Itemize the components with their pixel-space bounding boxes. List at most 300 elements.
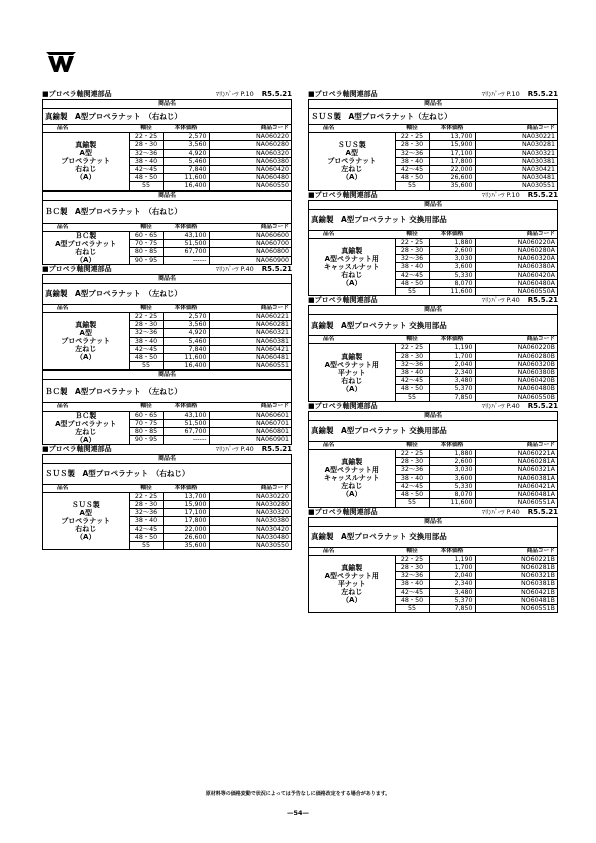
product-label-line: 右ねじ (75, 247, 97, 256)
table-header-row (43, 403, 291, 411)
product-label-line: （A） (76, 353, 96, 362)
product-code: NA060480 (209, 174, 291, 182)
price: 22,000 (163, 525, 209, 533)
name-col-header: 品名 (309, 442, 395, 450)
product-code: NA060320 (209, 149, 291, 157)
product-label-line: 右ねじ (341, 376, 363, 385)
product-box (42, 99, 292, 125)
product-box (42, 370, 292, 403)
price-table (43, 224, 291, 264)
product-label-line: 左ねじ (75, 345, 97, 354)
company-logo (46, 52, 76, 72)
price-col-header: 本体価格 (429, 548, 475, 556)
product-label-line: プロペラナット (327, 157, 377, 166)
shaft-size: 42～45 (395, 166, 429, 174)
item-header: 商品名 (309, 306, 557, 315)
price-table (309, 548, 557, 613)
size-col-header: 軸径 (395, 548, 429, 556)
product-code: NA060321 (209, 329, 291, 337)
shaft-size: 22・25 (395, 344, 429, 352)
shaft-size: 32～36 (395, 149, 429, 157)
price: 15,900 (163, 501, 209, 509)
product-label-line: （A） (342, 490, 362, 499)
product-code: NA030320 (209, 509, 291, 517)
price-section (308, 191, 558, 297)
shaft-size: 55 (395, 393, 429, 401)
product-code: NA060380B (475, 369, 557, 377)
table-row (43, 492, 291, 500)
name-col-header: 品名 (309, 231, 395, 239)
product-code: NA060220A (475, 238, 557, 246)
section-title: ■プロペラ軸関連部品 (308, 401, 378, 410)
product-code: NA060281A (475, 458, 557, 466)
product-code: NA060550B (475, 393, 557, 401)
price: 16,400 (163, 182, 209, 190)
product-code: NA060480A (475, 279, 557, 287)
product-name: 真鍮製 A型プロペラナット （左ねじ） (45, 289, 182, 299)
product-label (309, 555, 395, 612)
product-code: NA030381 (475, 157, 557, 165)
table-row (309, 133, 557, 141)
price: 5,460 (163, 157, 209, 165)
price-col-header: 本体価格 (163, 403, 209, 411)
product-label-line: 真鍮製 (75, 321, 97, 330)
shaft-size: 38・40 (129, 517, 163, 525)
shaft-size: 28・30 (395, 352, 429, 360)
item-header: 商品名 (309, 518, 557, 527)
price-table (43, 305, 291, 370)
price-section (308, 508, 558, 614)
product-code: NA030220 (209, 492, 291, 500)
catalog-page-ref: ﾏﾘﾝﾊﾟｰﾂ P.40 (215, 444, 254, 453)
price: 2,340 (429, 580, 475, 588)
product-code: NA060700 (209, 240, 291, 248)
product-code: NA060551 (209, 362, 291, 370)
shaft-size: 70・75 (129, 419, 163, 427)
table-row (309, 450, 557, 458)
product-code: NA060221 (209, 313, 291, 321)
price: 4,920 (163, 329, 209, 337)
section-heading (308, 90, 558, 99)
product-code: NA030480 (209, 533, 291, 541)
product-label-line: 右ねじ (75, 525, 97, 534)
price: 3,560 (163, 141, 209, 149)
product-label-line: ＢＣ製 (75, 231, 97, 240)
item-header: 商品名 (43, 371, 291, 380)
revision-date: R5.5.21 (527, 401, 558, 410)
product-label-line: 左ねじ (341, 165, 363, 174)
size-col-header: 軸径 (129, 485, 163, 493)
product-name: 真鍮製 A型プロペラナット 交換用部品 (311, 532, 447, 541)
product-code: NA060380A (475, 263, 557, 271)
price: 2,570 (163, 313, 209, 321)
product-code: NA060381A (475, 474, 557, 482)
product-label-line: A型 (345, 149, 358, 158)
product-code: NO60321B (475, 572, 557, 580)
product-label-line: 真鍮製 (341, 458, 363, 467)
catalog-page-ref: ﾏﾘﾝﾊﾟｰﾂ P.10 (481, 90, 520, 98)
shaft-size: 48・50 (395, 385, 429, 393)
price: 8,070 (429, 491, 475, 499)
price: 35,600 (163, 542, 209, 550)
product-label-line: 真鍮製 (341, 352, 363, 361)
product-label-line: 真鍮製 (75, 141, 97, 150)
size-col-header: 軸径 (395, 442, 429, 450)
price-col-header: 本体価格 (163, 485, 209, 493)
shaft-size: 60・65 (129, 411, 163, 419)
table-header-row (309, 442, 557, 450)
product-label-line: （A） (342, 595, 362, 604)
size-col-header: 軸径 (129, 224, 163, 232)
product-code: NA060421A (475, 482, 557, 490)
price: 5,330 (429, 271, 475, 279)
price: 13,700 (163, 492, 209, 500)
product-label-line: A型ペラナット用 (324, 255, 379, 264)
price-table-box (308, 548, 558, 614)
revision-date: R5.5.21 (261, 90, 292, 98)
price: 67,700 (163, 428, 209, 436)
product-label (309, 238, 395, 295)
product-code: NO60551B (475, 604, 557, 612)
product-box (42, 274, 292, 305)
product-code: NA060481A (475, 491, 557, 499)
section-heading (308, 296, 558, 305)
shaft-size: 38・40 (395, 369, 429, 377)
price: 8,070 (429, 279, 475, 287)
product-code: NA030321 (475, 149, 557, 157)
revision-date: R5.5.21 (261, 264, 292, 273)
price: 17,100 (163, 509, 209, 517)
shaft-size: 38・40 (129, 157, 163, 165)
name-col-header: 品名 (43, 305, 129, 313)
item-header: 商品名 (43, 192, 291, 201)
revision-date: R5.5.21 (527, 296, 558, 305)
item-header: 商品名 (43, 455, 291, 464)
code-col-header: 商品コード (475, 442, 557, 450)
table-header-row (309, 336, 557, 344)
name-col-header: 品名 (43, 403, 129, 411)
product-name: 真鍮製 A型プロペラナット 交換用部品 (311, 426, 447, 436)
price-table (309, 336, 557, 401)
shaft-size: 42～45 (395, 588, 429, 596)
catalog-page-ref: ﾏﾘﾝﾊﾟｰﾂ P.10 (481, 190, 520, 199)
shaft-size: 22・25 (395, 450, 429, 458)
product-label-line: 真鍮製 (341, 563, 363, 572)
product-code: NA060281 (209, 321, 291, 329)
shaft-size: 32～36 (395, 572, 429, 580)
price: 11,600 (163, 174, 209, 182)
price: 1,190 (429, 344, 475, 352)
right-column (308, 90, 558, 613)
price-col-header: 本体価格 (429, 336, 475, 344)
product-box (308, 99, 558, 125)
shaft-size: 22・25 (129, 133, 163, 141)
price: 1,880 (429, 238, 475, 246)
product-label-line: （A） (76, 173, 96, 182)
shaft-size: 38・40 (395, 474, 429, 482)
product-label-line: （A） (76, 255, 96, 264)
shaft-size: 55 (395, 182, 429, 190)
price: 26,600 (429, 174, 475, 182)
price: 7,840 (163, 345, 209, 353)
price-table-box (308, 336, 558, 402)
price-section (308, 90, 558, 191)
price: 43,100 (163, 411, 209, 419)
size-col-header: 軸径 (129, 125, 163, 133)
section-heading (308, 402, 558, 411)
price: ------ (163, 256, 209, 264)
product-label (309, 344, 395, 401)
product-label-line: 真鍮製 (341, 247, 363, 256)
price: 5,330 (429, 482, 475, 490)
product-code: NA060800 (209, 248, 291, 256)
product-code: NO60421B (475, 588, 557, 596)
product-code: NA060420B (475, 377, 557, 385)
catalog-page-ref: ﾏﾘﾝﾊﾟｰﾂ P.10 (215, 90, 254, 98)
product-code: NA060320B (475, 360, 557, 368)
code-col-header: 商品コード (475, 336, 557, 344)
price: 26,600 (163, 533, 209, 541)
code-col-header: 商品コード (209, 305, 291, 313)
product-code: NA060900 (209, 256, 291, 264)
code-col-header: 商品コード (209, 125, 291, 133)
price-table-box (308, 125, 558, 191)
price: 2,040 (429, 360, 475, 368)
product-code: NA030221 (475, 133, 557, 141)
product-code: NA060551A (475, 499, 557, 507)
price-col-header: 本体価格 (429, 125, 475, 133)
product-label-line: 平ナット (337, 368, 366, 377)
revision-date: R5.5.21 (527, 507, 558, 516)
product-name: 真鍮製 A型プロペラナット 交換用部品 (311, 320, 447, 330)
table-row (309, 238, 557, 246)
product-code: NA030551 (475, 182, 557, 190)
shaft-size: 32～36 (395, 466, 429, 474)
name-col-header: 品名 (309, 125, 395, 133)
section-title: ■プロペラ軸関連部品 (42, 444, 112, 453)
price: 17,100 (429, 149, 475, 157)
price-table-box (42, 485, 292, 551)
price: 16,400 (163, 362, 209, 370)
price: 3,030 (429, 466, 475, 474)
product-code: NA030280 (209, 501, 291, 509)
price: 7,850 (429, 393, 475, 401)
price-table-box (42, 125, 292, 191)
price: 13,700 (429, 133, 475, 141)
shaft-size: 28・30 (395, 247, 429, 255)
section-heading (42, 445, 292, 454)
shaft-size: 42～45 (395, 271, 429, 279)
product-code: NA060280B (475, 352, 557, 360)
product-label (43, 313, 129, 370)
product-box (308, 305, 558, 336)
price-table (43, 125, 291, 190)
catalog-page-ref: ﾏﾘﾝﾊﾟｰﾂ P.40 (481, 296, 520, 305)
product-code: NA060901 (209, 436, 291, 444)
product-label (43, 492, 129, 549)
price: 7,850 (429, 604, 475, 612)
shaft-size: 22・25 (395, 238, 429, 246)
name-col-header: 品名 (309, 548, 395, 556)
product-label-line: 右ねじ (341, 271, 363, 280)
code-col-header: 商品コード (209, 485, 291, 493)
price: 2,570 (163, 133, 209, 141)
shaft-size: 28・30 (395, 458, 429, 466)
price: 3,560 (163, 321, 209, 329)
price: 67,700 (163, 248, 209, 256)
product-code: NA030481 (475, 174, 557, 182)
product-code: NA060380 (209, 157, 291, 165)
shaft-size: 38・40 (129, 337, 163, 345)
product-label (309, 450, 395, 507)
price: 2,600 (429, 247, 475, 255)
product-label-line: ＢＣ製 (75, 411, 97, 420)
price: 3,030 (429, 255, 475, 263)
price: 43,100 (163, 231, 209, 239)
price: 2,040 (429, 572, 475, 580)
price: 5,460 (163, 337, 209, 345)
code-col-header: 商品コード (209, 403, 291, 411)
shaft-size: 22・25 (129, 313, 163, 321)
shaft-size: 38・40 (395, 157, 429, 165)
revision-date: R5.5.21 (527, 90, 558, 98)
price-table-box (42, 403, 292, 444)
product-code: NA060420 (209, 166, 291, 174)
product-code: NA030281 (475, 141, 557, 149)
shaft-size: 55 (129, 182, 163, 190)
product-label-line: （A） (76, 533, 96, 542)
price: 11,600 (429, 499, 475, 507)
shaft-size: 28・30 (129, 141, 163, 149)
shaft-size: 38・40 (395, 580, 429, 588)
product-label-line: （A） (342, 279, 362, 288)
product-label (43, 133, 129, 190)
product-code: NA060320A (475, 255, 557, 263)
shaft-size: 38・40 (395, 263, 429, 271)
shaft-size: 42～45 (395, 482, 429, 490)
price: 35,600 (429, 182, 475, 190)
product-code: NA060421 (209, 345, 291, 353)
product-name: ＳＵＳ製 A型プロペラナット （右ねじ） (45, 469, 190, 479)
section-title: ■プロペラ軸関連部品 (308, 90, 378, 98)
shaft-size: 70・75 (129, 240, 163, 248)
product-code: NA030420 (209, 525, 291, 533)
price: 3,600 (429, 474, 475, 482)
shaft-size: 60・65 (129, 231, 163, 239)
item-header: 商品名 (309, 412, 557, 421)
size-col-header: 軸径 (395, 125, 429, 133)
product-code: NA060550A (475, 288, 557, 296)
table-header-row (43, 485, 291, 493)
product-label (309, 133, 395, 190)
price: 2,340 (429, 369, 475, 377)
price: 51,500 (163, 240, 209, 248)
shaft-size: 48・50 (129, 533, 163, 541)
price: 17,800 (429, 157, 475, 165)
price-col-header: 本体価格 (163, 305, 209, 313)
price-section (42, 90, 292, 191)
price: 15,900 (429, 141, 475, 149)
shaft-size: 90・95 (129, 256, 163, 264)
shaft-size: 28・30 (395, 141, 429, 149)
shaft-size: 32～36 (129, 509, 163, 517)
catalog-page-ref: ﾏﾘﾝﾊﾟｰﾂ P.40 (481, 401, 520, 410)
product-code: NA060480B (475, 385, 557, 393)
product-code: NA060220B (475, 344, 557, 352)
product-code: NA060481 (209, 354, 291, 362)
product-name: 真鍮製 A型プロペラナット （右ねじ） (45, 112, 182, 121)
table-header-row (309, 231, 557, 239)
section-title: ■プロペラ軸関連部品 (42, 90, 112, 98)
shaft-size: 90・95 (129, 436, 163, 444)
product-label-line: A型 (79, 149, 92, 158)
size-col-header: 軸径 (129, 403, 163, 411)
product-code: NA060601 (209, 411, 291, 419)
product-label-line: ＳＵＳ製 (337, 141, 366, 150)
price: 4,920 (163, 149, 209, 157)
price: 3,600 (429, 263, 475, 271)
product-name: ＳＵＳ製 A型プロペラナット（左ねじ） (311, 112, 452, 121)
price: 1,190 (429, 555, 475, 563)
price-section (42, 265, 292, 371)
product-code: NA030421 (475, 166, 557, 174)
product-label-line: キャッスルナット (323, 474, 380, 483)
product-label-line: ＳＵＳ製 (71, 501, 100, 510)
shaft-size: 55 (395, 288, 429, 296)
section-title: ■プロペラ軸関連部品 (42, 264, 112, 273)
code-col-header: 商品コード (209, 224, 291, 232)
shaft-size: 55 (395, 499, 429, 507)
shaft-size: 48・50 (395, 491, 429, 499)
product-code: NA060280A (475, 247, 557, 255)
product-label-line: 右ねじ (75, 165, 97, 174)
product-label-line: プロペラナット (61, 157, 111, 166)
section-heading (308, 191, 558, 200)
product-label-line: （A） (342, 173, 362, 182)
shaft-size: 42～45 (395, 377, 429, 385)
item-header: 商品名 (309, 201, 557, 210)
product-label-line: （A） (342, 384, 362, 393)
product-label-line: A型 (79, 509, 92, 518)
product-box (42, 191, 292, 224)
price-table-box (308, 231, 558, 297)
product-code: NA060701 (209, 419, 291, 427)
shaft-size: 55 (129, 362, 163, 370)
product-label-line: A型プロペラナット (55, 239, 117, 248)
catalog-page-ref: ﾏﾘﾝﾊﾟｰﾂ P.40 (215, 264, 254, 273)
price-col-header: 本体価格 (163, 125, 209, 133)
page-number: —54— (286, 809, 310, 817)
product-code: NA060801 (209, 428, 291, 436)
name-col-header: 品名 (43, 224, 129, 232)
product-code: NA060221A (475, 450, 557, 458)
price: 1,880 (429, 450, 475, 458)
table-header-row (43, 125, 291, 133)
shaft-size: 22・25 (395, 133, 429, 141)
shaft-size: 42～45 (129, 525, 163, 533)
catalog-page-ref: ﾏﾘﾝﾊﾟｰﾂ P.40 (481, 507, 520, 516)
product-label-line: プロペラナット (61, 517, 111, 526)
price-section (42, 370, 292, 444)
shaft-size: 48・50 (395, 279, 429, 287)
product-code: NO60381B (475, 580, 557, 588)
price-change-note: 原材料等の価格変動で状況によっては予告なしに価格改定をする場合があります。 (205, 791, 391, 797)
shaft-size: 28・30 (395, 563, 429, 571)
table-header-row (309, 548, 557, 556)
price-section (308, 296, 558, 402)
product-label-line: （A） (76, 435, 96, 444)
shaft-size: 32～36 (129, 149, 163, 157)
